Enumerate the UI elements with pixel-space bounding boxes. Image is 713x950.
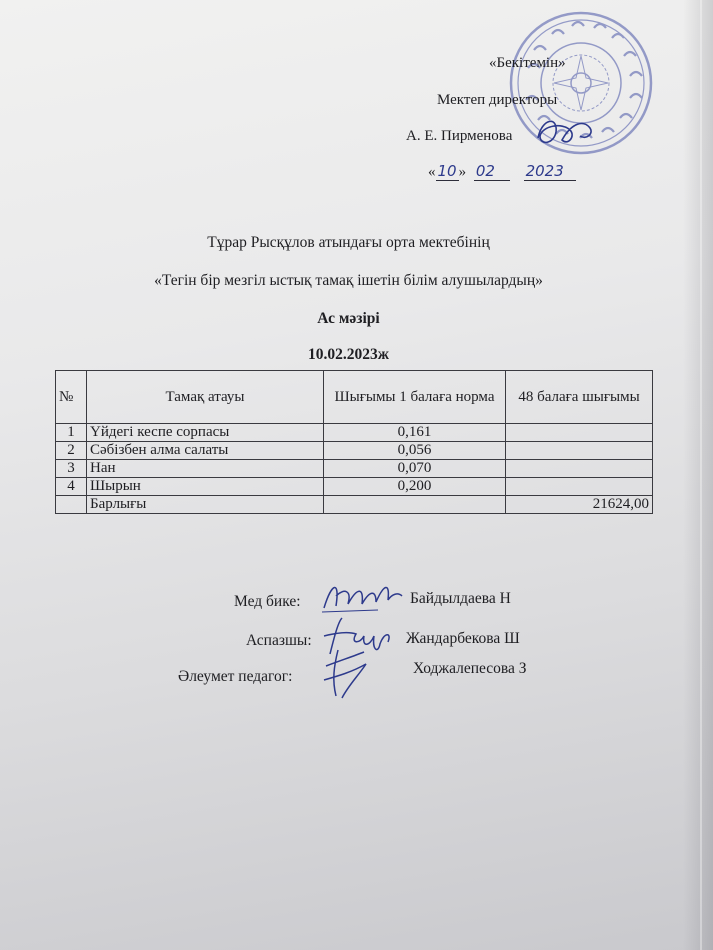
approval-date [428,162,576,181]
date-open-quote: « [428,164,436,180]
date-year: 2023 [524,162,576,181]
signature-role-nurse: Мед бике: [234,593,301,610]
signature-name-nurse: Байдылдаева Н [410,590,511,607]
norm-value: 0,056 [324,442,506,460]
dish-name: Шырын [87,478,324,496]
norm-value: 0,070 [324,460,506,478]
total-row-number [56,496,87,514]
col-header-number: № [56,371,87,424]
total-value [506,442,653,460]
date-month: 02 [474,162,510,181]
menu-date: 10.02.2023ж [308,346,389,363]
director-signature-icon [532,112,600,152]
row-number: 1 [56,424,87,442]
director-name: А. Е. Пирменова [406,128,513,144]
date-close-quote: » [458,164,467,180]
menu-table [55,370,653,514]
total-label: Барлығы [87,496,324,514]
signature-name-cook: Жандарбекова Ш [406,630,520,647]
table-row [56,478,653,496]
row-number: 4 [56,478,87,496]
signature-role-cook: Аспазшы: [246,632,312,649]
norm-value: 0,200 [324,478,506,496]
total-value [506,424,653,442]
total-norm-empty [324,496,506,514]
signature-name-social-teacher: Ходжалепесова З [413,660,527,677]
dish-name: Сәбізбен алма салаты [87,442,324,460]
col-header-dish: Тамақ атауы [87,371,324,424]
table-row [56,460,653,478]
row-number: 2 [56,442,87,460]
table-header-row [56,371,653,424]
dish-name: Үйдегі кеспе сорпасы [87,424,324,442]
program-line: «Тегін бір мезгіл ыстық тамақ ішетін білім алушылардың» [154,272,543,289]
total-value [506,460,653,478]
menu-title: Ас мәзірі [317,310,380,327]
page-edge [700,0,702,950]
nurse-signature-icon [318,578,408,618]
grand-total-value: 21624,00 [506,496,653,514]
total-value [506,478,653,496]
col-header-total: 48 балаға шығымы [506,371,653,424]
page-shadow [683,0,713,950]
approval-heading: «Бекітемін» [489,55,566,71]
school-name-line: Тұрар Рысқұлов атындағы орта мектебінің [207,234,490,251]
row-number: 3 [56,460,87,478]
social-teacher-signature-icon [318,646,378,702]
table-row [56,424,653,442]
date-day: 10 [437,162,457,180]
norm-value: 0,161 [324,424,506,442]
director-position: Мектеп директоры [437,92,558,108]
table-total-row [56,496,653,514]
table-row [56,442,653,460]
signature-role-social-teacher: Әлеумет педагог: [178,668,293,685]
col-header-norm: Шығымы 1 балаға норма [324,371,506,424]
dish-name: Нан [87,460,324,478]
